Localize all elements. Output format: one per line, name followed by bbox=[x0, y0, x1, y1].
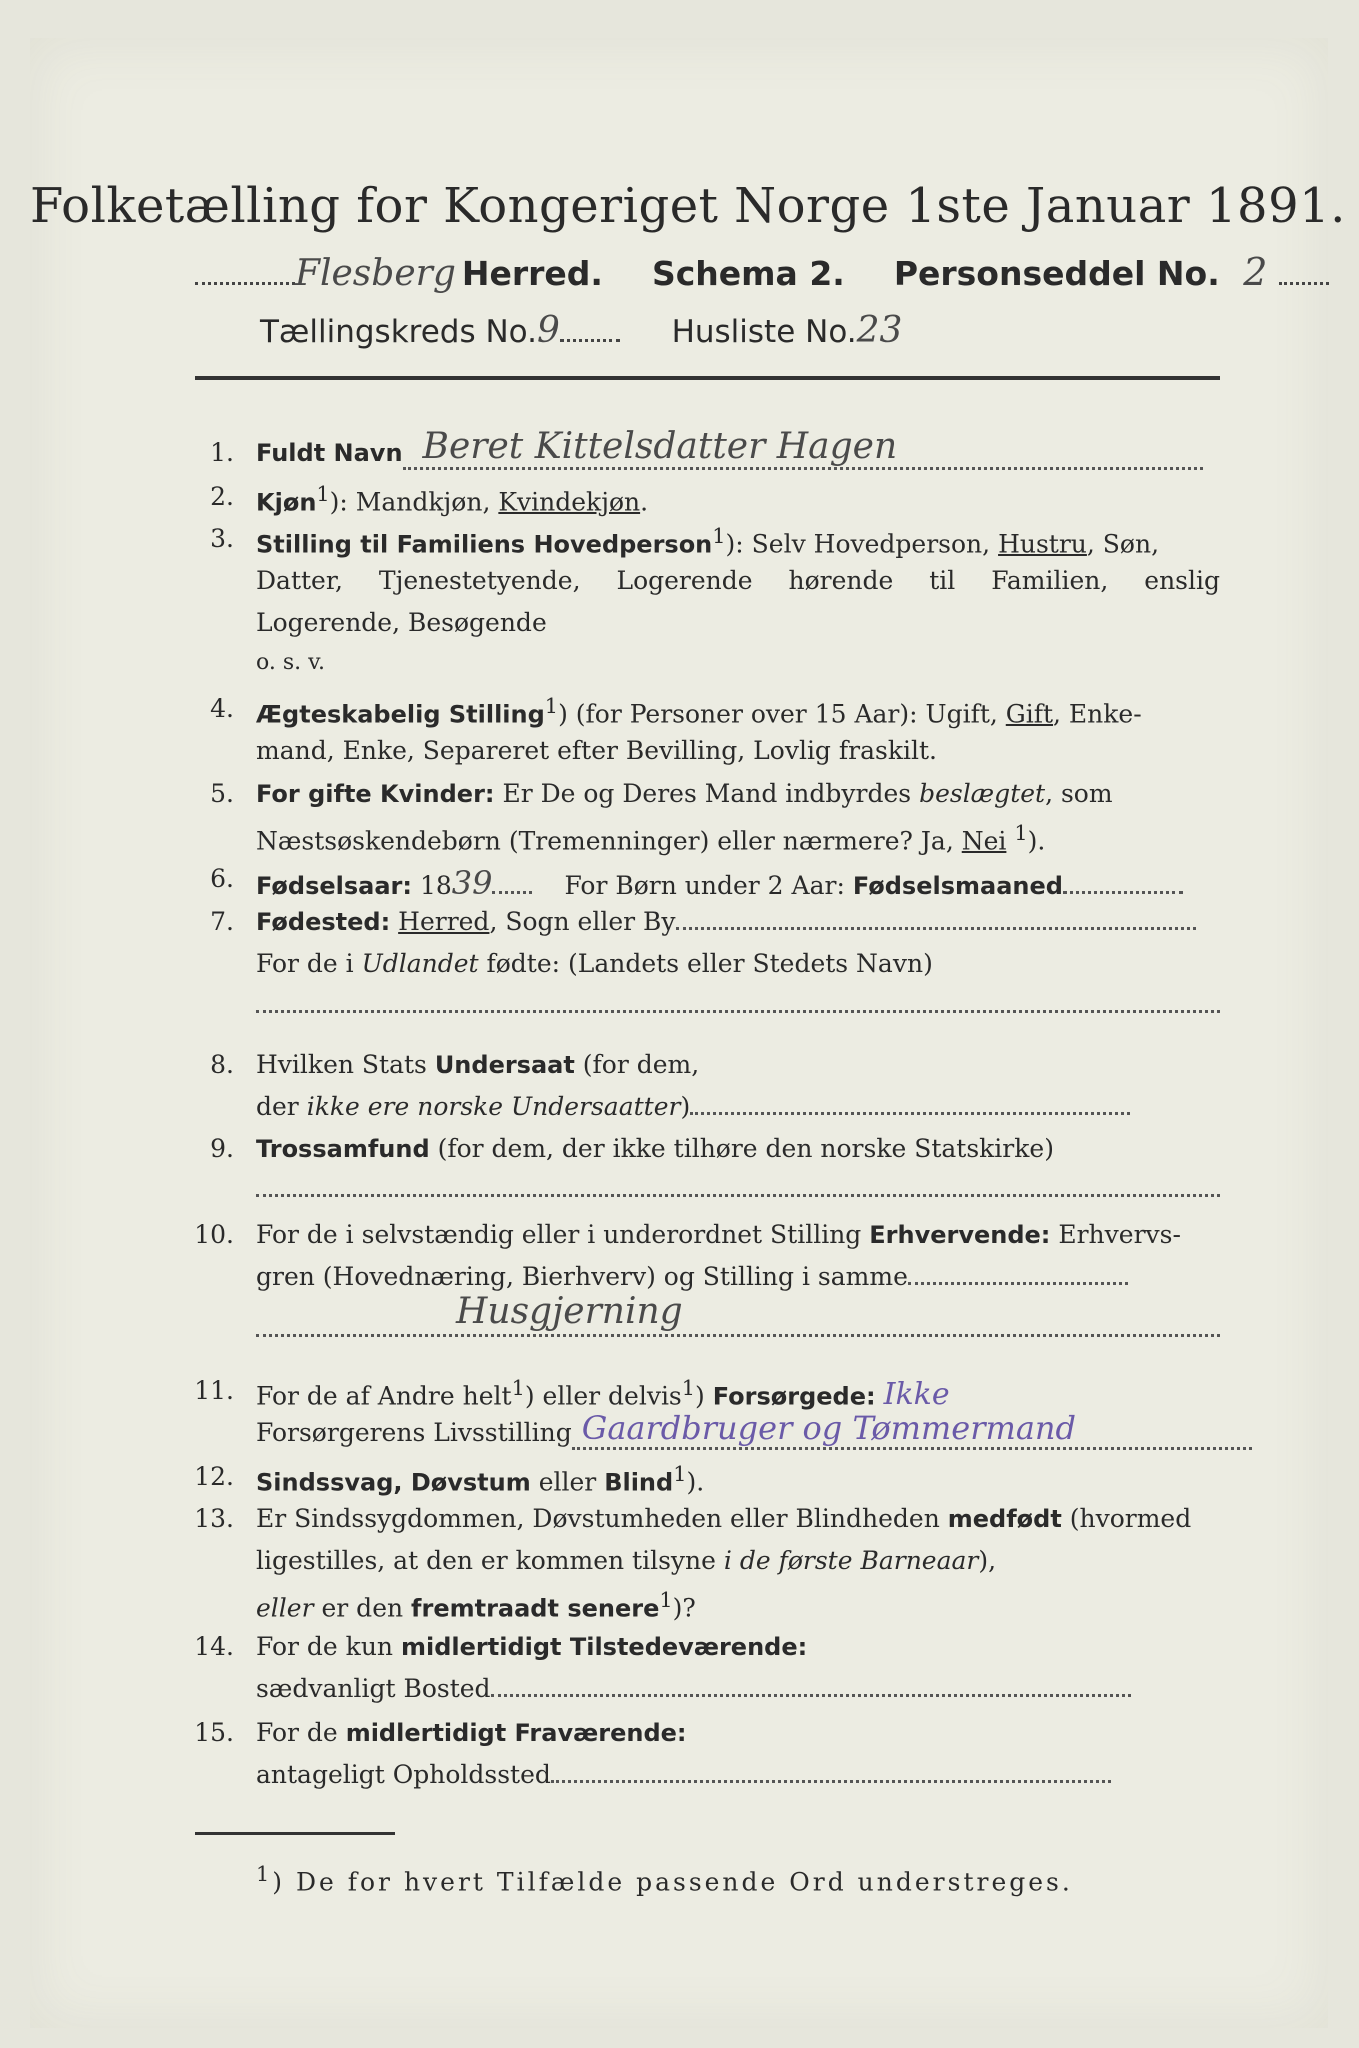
question-text bbox=[256, 1504, 1220, 1533]
question-text-part: Er Sindssygdommen, Døvstumheden eller Blindheden bbox=[256, 1504, 948, 1533]
question-text-part: . bbox=[640, 487, 649, 517]
question-text-part: Næstsøskendebørn (Tremenninger) eller nærmere? Ja, bbox=[256, 826, 962, 856]
question-text bbox=[256, 1760, 1220, 1789]
question-number: 13. bbox=[194, 1504, 234, 1533]
question-text-part: For Børn under 2 Aar: bbox=[564, 871, 853, 900]
question-text-part: , Enke- bbox=[1053, 699, 1142, 729]
question-number: 3. bbox=[210, 524, 234, 553]
footnote-text: ) De for hvert Tilfælde passende Ord understreges. bbox=[272, 1867, 1073, 1897]
question-label: Erhvervende: bbox=[869, 1221, 1051, 1249]
question-text-part: sædvanligt Bosted bbox=[256, 1674, 491, 1703]
question-text bbox=[256, 779, 1220, 808]
question-text bbox=[256, 1409, 1220, 1450]
question-6 bbox=[30, 864, 1328, 904]
question-text-part: Logerende, Besøgende bbox=[256, 608, 547, 637]
question-number: 5. bbox=[210, 779, 234, 808]
question-text-part: For de i bbox=[256, 949, 362, 978]
footnote-mark: 1 bbox=[681, 1376, 696, 1400]
question-text-part: (for dem, der ikke tilhøre den norske Statskirke) bbox=[429, 1134, 1054, 1163]
question-8-line-2 bbox=[30, 1092, 1328, 1132]
question-text bbox=[256, 949, 1220, 978]
selected-option: Herred bbox=[398, 907, 490, 936]
question-number: 7. bbox=[210, 907, 234, 936]
question-14-line-2 bbox=[30, 1674, 1328, 1714]
answer-field[interactable] bbox=[676, 927, 1196, 930]
question-label: Fødested: bbox=[256, 908, 391, 936]
footnote-mark: 1 bbox=[511, 1376, 525, 1400]
answer-field[interactable] bbox=[256, 996, 1220, 1013]
question-3-line-3 bbox=[30, 608, 1328, 648]
question-label: midlertidigt Fraværende: bbox=[345, 1719, 687, 1747]
question-label: Fuldt Navn bbox=[256, 439, 403, 467]
question-text-italic: eller bbox=[256, 1593, 314, 1623]
question-text bbox=[256, 821, 1220, 855]
question-text-part: , som bbox=[1045, 779, 1113, 808]
question-number: 1. bbox=[210, 438, 234, 467]
kreds-handwritten: 9 bbox=[536, 310, 560, 351]
question-text-italic: Udlandet bbox=[361, 949, 479, 978]
question-text-part: ) (for Personer over 15 Aar): Ugift, bbox=[558, 699, 1006, 729]
question-text-part: Er De og Deres Mand indbyrdes bbox=[494, 779, 920, 808]
question-15-line-2 bbox=[30, 1760, 1328, 1800]
supported-handwritten: Ikke bbox=[883, 1377, 950, 1413]
question-text-part: ) bbox=[695, 1381, 713, 1411]
question-4 bbox=[30, 694, 1328, 734]
question-label: Sindssvag, Døvstum bbox=[256, 1468, 531, 1497]
question-text bbox=[256, 1632, 1220, 1661]
question-text-part: o. s. v. bbox=[256, 650, 325, 675]
question-text-part: ) eller delvis bbox=[524, 1381, 682, 1411]
question-label: Undersaat bbox=[434, 1051, 575, 1079]
question-text-part: fødte: (Landets eller Stedets Navn) bbox=[478, 949, 933, 978]
question-text-part: For de kun bbox=[256, 1632, 401, 1661]
footnote-rule bbox=[195, 1832, 395, 1835]
question-13-line-2 bbox=[30, 1546, 1328, 1586]
occupation-handwritten: Husgjerning bbox=[456, 1291, 683, 1332]
question-number: 4. bbox=[210, 694, 234, 723]
name-handwritten: Beret Kittelsdatter Hagen bbox=[422, 426, 898, 467]
question-text bbox=[256, 524, 1220, 558]
question-9-answer-line bbox=[30, 1174, 1328, 1214]
header-rule bbox=[195, 376, 1220, 380]
question-label: midlertidigt Tilstedeværende: bbox=[400, 1633, 808, 1661]
question-label: Forsørgede: bbox=[712, 1382, 876, 1411]
question-label: Trossamfund bbox=[256, 1135, 430, 1163]
question-number: 12. bbox=[194, 1462, 234, 1491]
answer-field[interactable] bbox=[256, 1291, 1220, 1337]
question-text-italic: beslægtet bbox=[919, 779, 1046, 808]
question-text-part: ), bbox=[978, 1546, 997, 1575]
question-text-part: , Søn, bbox=[1086, 529, 1160, 559]
question-10-answer-line bbox=[30, 1291, 1328, 1340]
question-text-italic: ikke ere norske Undersaatter bbox=[306, 1092, 681, 1121]
question-text bbox=[256, 1092, 1220, 1121]
question-number: 11. bbox=[194, 1376, 234, 1405]
question-5 bbox=[30, 779, 1328, 819]
question-12 bbox=[30, 1462, 1328, 1502]
question-text-part: gren (Hovednæring, Bierhverv) og Stilling i samme bbox=[256, 1262, 908, 1291]
schema-label: Schema 2. bbox=[651, 254, 845, 293]
herred-handwritten: Flesberg bbox=[295, 253, 456, 294]
footnote bbox=[256, 1862, 1073, 1896]
question-text-part: mand, Enke, Separeret efter Bevilling, Lovlig fraskilt. bbox=[256, 736, 937, 765]
kreds-label: Tællingskreds No. bbox=[260, 314, 537, 350]
question-text bbox=[256, 426, 1220, 470]
question-2 bbox=[30, 482, 1328, 522]
husliste-handwritten: 23 bbox=[856, 310, 903, 351]
question-text-part: ) bbox=[680, 1092, 691, 1121]
question-text bbox=[256, 694, 1220, 728]
question-3-line-4 bbox=[30, 650, 1328, 690]
question-text bbox=[256, 1134, 1220, 1163]
question-text-part: ligestilles, at den er kommen tilsyne bbox=[256, 1546, 724, 1575]
question-11-line-2 bbox=[30, 1409, 1328, 1458]
supporter-occupation-handwritten: Gaardbruger og Tømmermand bbox=[581, 1409, 1077, 1447]
question-text-part: For de i selvstændig eller i underordnet Stilling bbox=[256, 1220, 870, 1249]
question-text bbox=[256, 1262, 1220, 1291]
question-3-line-2 bbox=[30, 566, 1328, 606]
footnote-mark: 1 bbox=[1014, 821, 1028, 845]
footnote-mark: 1 bbox=[712, 524, 726, 548]
herred-label: Herred. bbox=[461, 254, 603, 293]
question-number: 8. bbox=[210, 1050, 234, 1079]
question-text-part: For de bbox=[256, 1718, 346, 1747]
question-15 bbox=[30, 1718, 1328, 1758]
question-label: Fødselsaar: bbox=[256, 872, 412, 900]
question-text-part: ). bbox=[686, 1467, 705, 1497]
question-number: 10. bbox=[194, 1220, 234, 1249]
question-number: 14. bbox=[194, 1632, 234, 1661]
question-text-part: , Sogn eller By bbox=[489, 907, 676, 936]
herred-line bbox=[195, 250, 1268, 300]
answer-line-wrap bbox=[256, 1174, 1220, 1203]
question-text-part: )? bbox=[672, 1593, 696, 1623]
husliste-label: Husliste No. bbox=[671, 314, 857, 350]
question-text-part: ). bbox=[1027, 826, 1046, 856]
question-text bbox=[256, 1674, 1220, 1703]
question-text bbox=[256, 1718, 1220, 1747]
question-7-line-2 bbox=[30, 949, 1328, 989]
question-label: medfødt bbox=[947, 1505, 1062, 1533]
question-label: Fødselsmaaned bbox=[852, 872, 1063, 900]
question-8 bbox=[30, 1050, 1328, 1090]
question-text bbox=[256, 907, 1220, 936]
question-7 bbox=[30, 907, 1328, 947]
question-text bbox=[256, 1462, 1220, 1496]
question-text-part: Hvilken Stats bbox=[256, 1050, 435, 1079]
question-number: 2. bbox=[210, 482, 234, 511]
question-text-part: ): Selv Hovedperson, bbox=[725, 529, 999, 559]
answer-field[interactable] bbox=[256, 1180, 1220, 1197]
question-text-italic: i de første Barneaar bbox=[723, 1546, 979, 1575]
question-text-part: antageligt Opholdssted bbox=[256, 1760, 551, 1789]
question-text-part: er den bbox=[313, 1593, 412, 1623]
question-label: Ægteskabelig Stilling bbox=[256, 700, 545, 729]
selected-option: Hustru bbox=[998, 529, 1087, 559]
personseddel-label: Personseddel No. bbox=[893, 254, 1220, 293]
dotted-leader bbox=[1279, 272, 1329, 285]
answer-field[interactable] bbox=[551, 1780, 1111, 1783]
footnote-mark: 1 bbox=[544, 694, 559, 718]
footnote-mark: 1 bbox=[659, 1588, 673, 1612]
question-text-part: Forsørgerens Livsstilling bbox=[256, 1418, 572, 1447]
selected-option: Gift bbox=[1005, 699, 1054, 729]
question-number: 6. bbox=[210, 864, 234, 893]
question-13 bbox=[30, 1504, 1328, 1544]
question-number: 15. bbox=[194, 1718, 234, 1747]
question-7-answer-line bbox=[30, 990, 1328, 1030]
question-text bbox=[256, 1220, 1220, 1249]
answer-line-wrap bbox=[256, 990, 1220, 1019]
selected-option: Nei bbox=[961, 826, 1007, 856]
form-title: Folketælling for Kongeriget Norge 1ste Januar 1891. bbox=[30, 178, 1346, 234]
answer-field[interactable] bbox=[492, 891, 532, 894]
question-text bbox=[256, 1546, 1220, 1575]
question-5-line-2 bbox=[30, 821, 1328, 861]
question-text-part: ): Mandkjøn, bbox=[329, 487, 499, 517]
birthyear-handwritten: 39 bbox=[451, 864, 493, 902]
answer-field[interactable] bbox=[491, 1694, 1131, 1697]
selected-option: Kvindekjøn bbox=[498, 487, 641, 517]
answer-field[interactable] bbox=[1063, 891, 1183, 894]
question-number: 9. bbox=[210, 1134, 234, 1163]
footnote-mark: 1 bbox=[673, 1462, 687, 1486]
question-text bbox=[256, 1588, 1220, 1622]
question-text bbox=[256, 1050, 1220, 1079]
question-text-part: eller bbox=[530, 1467, 605, 1497]
question-text-part: For de af Andre helt bbox=[256, 1381, 512, 1411]
question-14 bbox=[30, 1632, 1328, 1672]
answer-field[interactable] bbox=[908, 1282, 1128, 1285]
question-label: Blind bbox=[604, 1468, 674, 1497]
question-text-part: der bbox=[256, 1092, 307, 1121]
question-1 bbox=[30, 426, 1328, 478]
question-13-line-3 bbox=[30, 1588, 1328, 1628]
question-text bbox=[256, 482, 1220, 516]
question-label: fremtraadt senere bbox=[411, 1594, 660, 1623]
question-3 bbox=[30, 524, 1328, 564]
personseddel-handwritten: 2 bbox=[1243, 250, 1268, 294]
question-label: Kjøn bbox=[256, 488, 317, 517]
footnote-mark: 1 bbox=[316, 482, 330, 506]
question-text-part: Erhvervs- bbox=[1050, 1220, 1181, 1249]
question-text bbox=[256, 864, 1220, 902]
answer-field[interactable] bbox=[572, 1409, 1252, 1450]
answer-field[interactable] bbox=[403, 426, 1203, 470]
kreds-line bbox=[260, 310, 1160, 356]
question-text-part: 18 bbox=[412, 871, 452, 900]
question-text bbox=[256, 1376, 1220, 1412]
dotted-leader bbox=[560, 331, 620, 342]
footnote-mark: 1 bbox=[256, 1862, 273, 1886]
answer-field[interactable] bbox=[690, 1112, 1130, 1115]
question-label: Stilling til Familiens Hovedperson bbox=[256, 530, 713, 559]
question-text-part: Datter, Tjenestetyende, Logerende hørende til Familien, enslig bbox=[256, 566, 1220, 595]
question-9 bbox=[30, 1134, 1328, 1174]
question-text-part: (hvormed bbox=[1061, 1504, 1192, 1533]
census-form-sheet bbox=[30, 38, 1346, 2028]
question-label: For gifte Kvinder: bbox=[256, 780, 495, 808]
question-text-part: (for dem, bbox=[574, 1050, 700, 1079]
question-10 bbox=[30, 1220, 1328, 1260]
dotted-leader bbox=[195, 252, 295, 285]
question-4-line-2 bbox=[30, 736, 1328, 776]
answer-line-wrap bbox=[256, 1291, 1220, 1343]
